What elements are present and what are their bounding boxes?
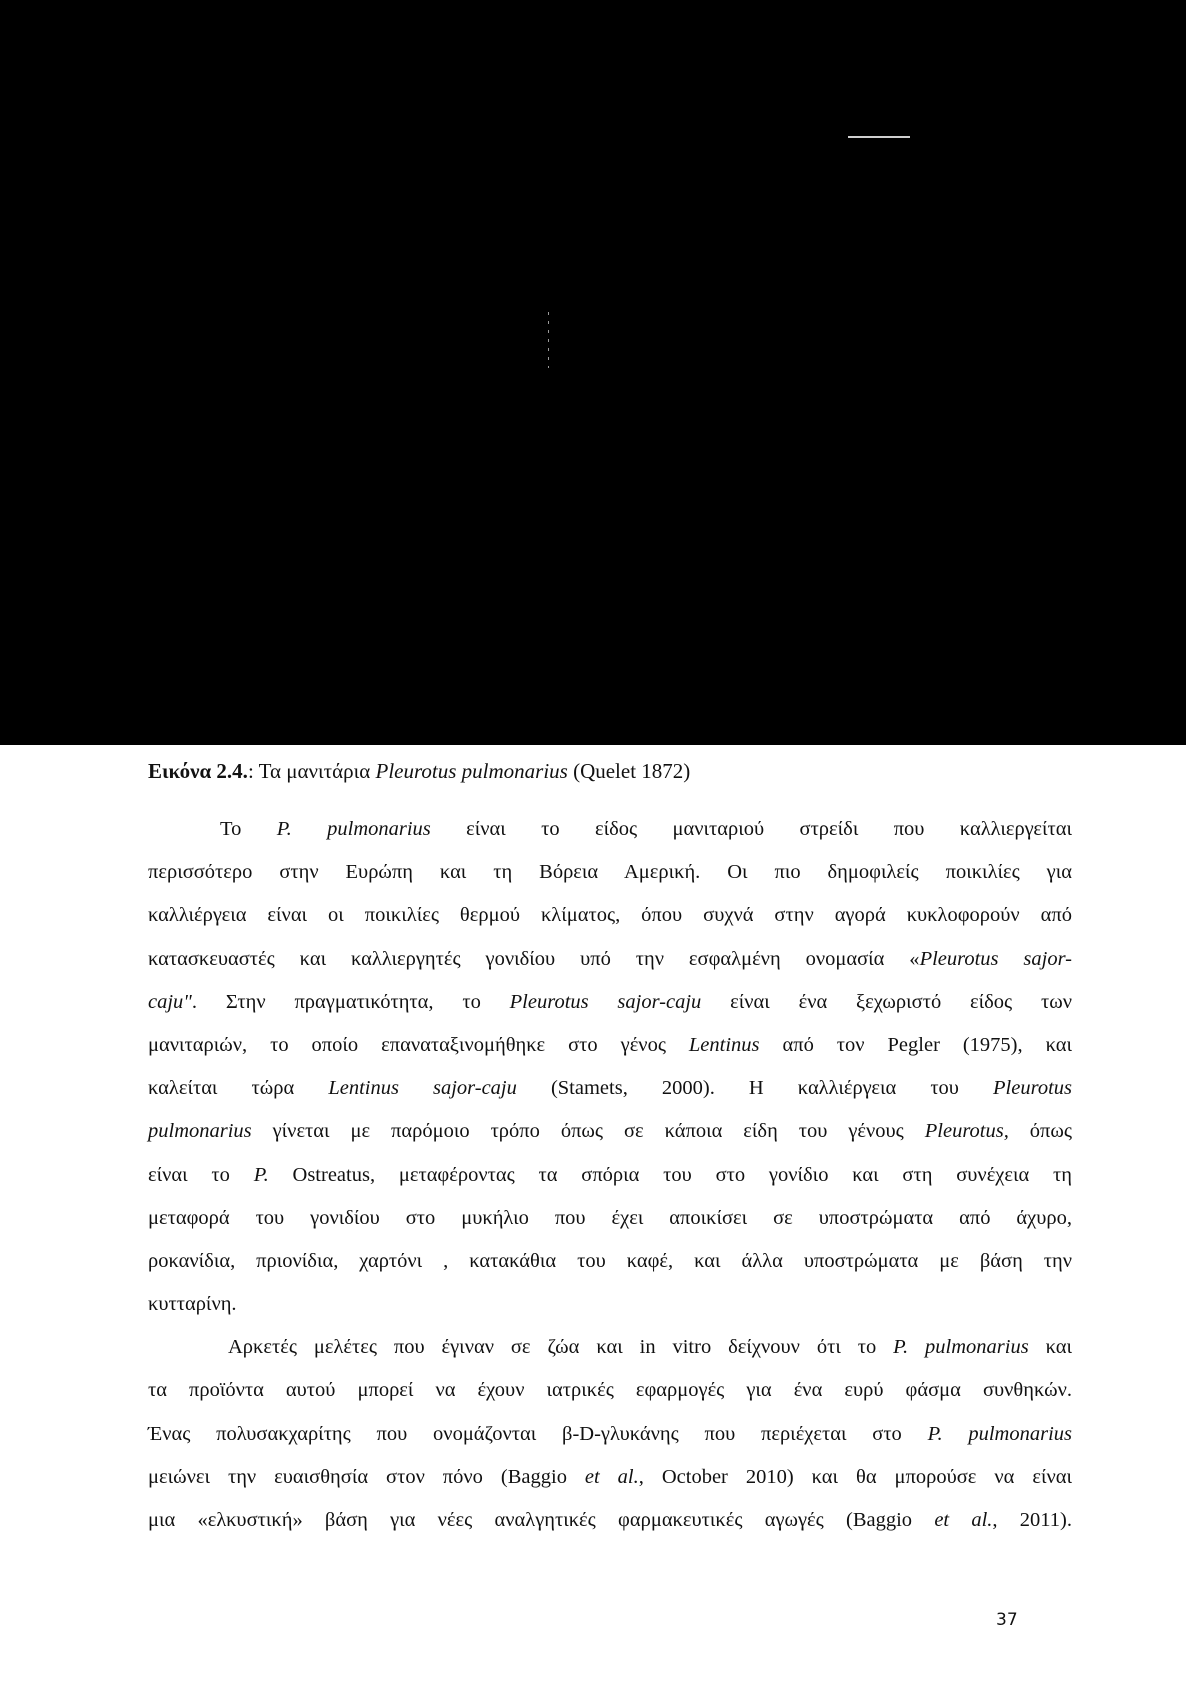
text-line: καλείται τώρα Lentinus sajor-caju (Stamets, 2000). Η καλλιέργεια του Pleurotus bbox=[148, 1077, 1072, 1100]
text-line: Το P. pulmonarius είναι το είδος μανιταριού στρείδι που καλλιεργείται bbox=[220, 818, 1073, 840]
text-line: μεταφορά του γονιδίου στο μυκήλιο που έχει αποικίσει σε υποστρώματα από άχυρο, bbox=[148, 1206, 1072, 1229]
text-line: Αρκετές μελέτες που έγιναν σε ζώα και in vitro δείχνουν ότι το P. pulmonarius και bbox=[228, 1336, 1073, 1359]
text-line: caju". Στην πραγματικότητα, το Pleurotus sajor-caju είναι ένα ξεχωριστό είδος των bbox=[148, 990, 1072, 1013]
text-line: κυτταρίνη. bbox=[148, 1293, 237, 1316]
text-line: Ένας πολυσακχαρίτης που ονομάζονται β-D-γλυκάνης που περιέχεται στο P. pulmonarius bbox=[148, 1422, 1072, 1445]
text-line: τα προϊόντα αυτού μπορεί να έχουν ιατρικές εφαρμογές για ένα ευρύ φάσμα συνθηκών. bbox=[148, 1379, 1072, 1402]
figure-caption bbox=[148, 756, 1078, 786]
text-line: pulmonarius γίνεται με παρόμοιο τρόπο όπως σε κάποια είδη του γένους Pleurotus, όπως bbox=[148, 1120, 1073, 1143]
text-line: μανιταριών, το οποίο επαναταξινομήθηκε στο γένος Lentinus από τον Pegler (1975), και bbox=[148, 1033, 1072, 1056]
page-number: 37 bbox=[996, 1610, 1018, 1630]
body-text bbox=[148, 808, 1072, 1542]
text-line: μια «ελκυστική» βάση για νέες αναλγητικές φαρμακευτικές αγωγές (Baggio et al., 2011). bbox=[148, 1509, 1072, 1531]
figure-image-area bbox=[0, 0, 1186, 745]
figure-speck bbox=[548, 312, 549, 368]
text-line: καλλιέργεια είναι οι ποικιλίες θερμού κλίματος, όπου συχνά στην αγορά κυκλοφορούν από bbox=[148, 904, 1072, 927]
text-line: περισσότερο στην Ευρώπη και τη Βόρεια Αμερική. Οι πιο δημοφιλείς ποικιλίες για bbox=[148, 861, 1072, 884]
figure-edge-mark bbox=[848, 136, 910, 138]
caption-label: Εικόνα 2.4. bbox=[148, 759, 248, 783]
text-line: ροκανίδια, πριονίδια, χαρτόνι , κατακάθια του καφέ, και άλλα υποστρώματα με βάση την bbox=[148, 1249, 1072, 1272]
text-line: μειώνει την ευαισθησία στον πόνο (Baggio et al., October 2010) και θα μπορούσε να είναι bbox=[148, 1465, 1072, 1488]
caption-text: : Τα μανιτάρια bbox=[247, 759, 376, 783]
caption-author: (Quelet 1872) bbox=[567, 759, 691, 783]
text-line: είναι το P. Ostreatus, μεταφέροντας τα σπόρια του στο γονίδιο και στη συνέχεια τη bbox=[148, 1163, 1073, 1186]
caption-species: Pleurotus pulmonarius bbox=[375, 759, 568, 783]
text-line: κατασκευαστές και καλλιεργητές γονιδίου υπό την εσφαλμένη ονομασία «Pleurotus sajor- bbox=[148, 947, 1073, 970]
